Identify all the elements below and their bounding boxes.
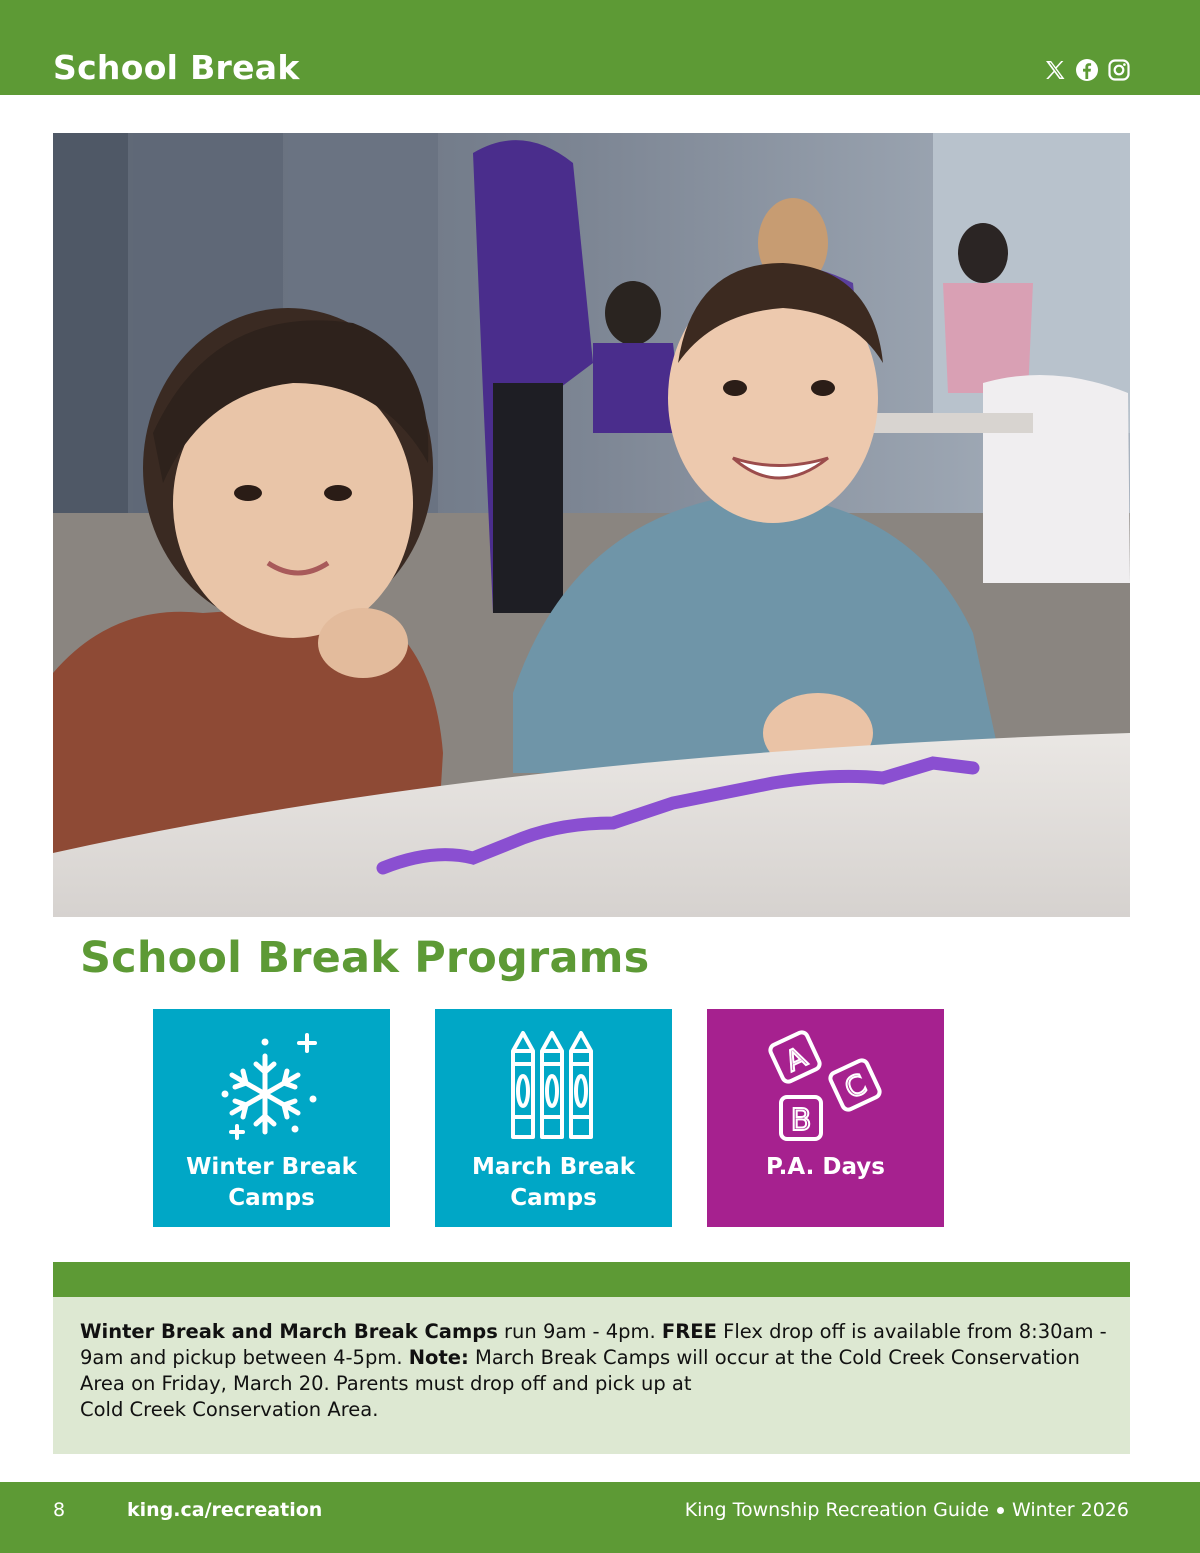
crayons-icon xyxy=(435,1029,672,1154)
instagram-icon[interactable] xyxy=(1106,57,1132,83)
page-footer xyxy=(0,1482,1200,1553)
guide-title xyxy=(685,1499,1129,1521)
bullet-separator xyxy=(997,1507,1004,1514)
facebook-icon[interactable] xyxy=(1074,57,1100,83)
svg-text:A: A xyxy=(779,1040,812,1079)
tile-label: P.A. Days xyxy=(766,1154,885,1180)
march-break-camps-tile[interactable] xyxy=(435,1009,672,1227)
note-bold-free: FREE xyxy=(661,1320,717,1343)
x-icon[interactable] xyxy=(1042,57,1068,83)
note-bold-camps: Winter Break and March Break Camps xyxy=(80,1320,498,1343)
note-text xyxy=(80,1319,1110,1423)
note-hours: run 9am - 4pm. xyxy=(497,1320,662,1343)
page-header xyxy=(0,0,1200,95)
abc-blocks-icon xyxy=(707,1029,944,1154)
svg-text:B: B xyxy=(790,1103,811,1138)
social-links xyxy=(1042,57,1132,83)
section-title: School Break Programs xyxy=(80,933,650,983)
website-link[interactable]: king.ca/recreation xyxy=(127,1499,323,1521)
note-location-end: Cold Creek Conservation Area. xyxy=(80,1398,379,1421)
kids-play-dough-photo xyxy=(53,133,1130,917)
note-march-location: March Break Camps will occur at the Cold Creek Conservation Area on Friday, March 20. Parents must drop off and pick up at xyxy=(80,1346,1080,1395)
pa-days-tile[interactable] xyxy=(707,1009,944,1227)
tile-label: Winter Break Camps xyxy=(186,1154,357,1211)
page-number: 8 xyxy=(53,1499,66,1521)
snowflake-icon xyxy=(153,1029,390,1154)
winter-break-camps-tile[interactable] xyxy=(153,1009,390,1227)
svg-text:C: C xyxy=(839,1067,871,1106)
tile-label: March Break Camps xyxy=(471,1154,636,1211)
guide-season: Winter 2026 xyxy=(1011,1499,1129,1521)
page-title: School Break xyxy=(53,48,300,87)
note-header-bar xyxy=(53,1262,1130,1297)
camp-info-note xyxy=(53,1297,1130,1454)
note-flex: Flex drop off is available from 8:30am - 9am and pickup between 4-5pm. xyxy=(80,1320,1107,1369)
note-bold-note: Note: xyxy=(408,1346,469,1369)
guide-name: King Township Recreation Guide xyxy=(684,1499,989,1521)
